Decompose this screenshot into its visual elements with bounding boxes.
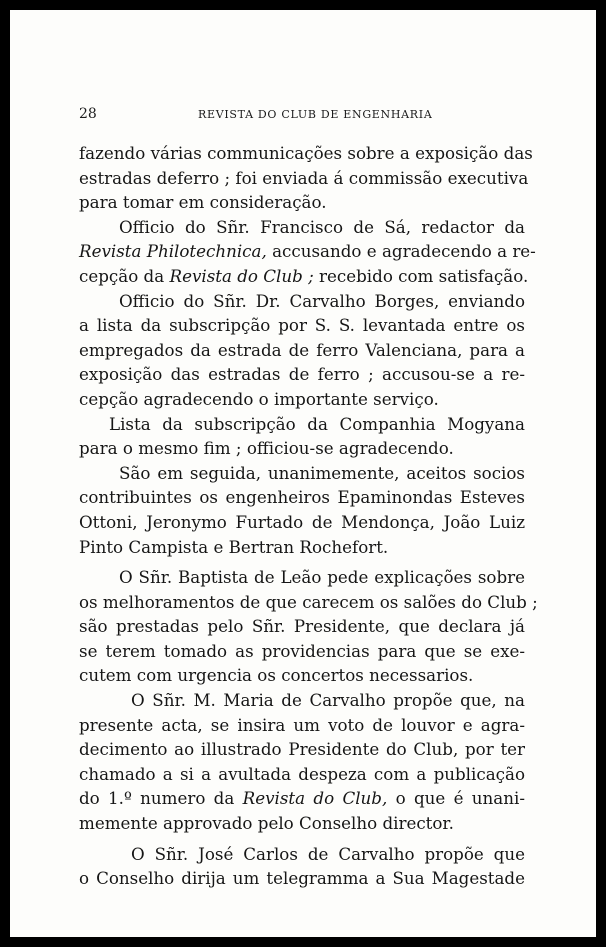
italic-title: Revista do Club, <box>242 788 388 809</box>
text-line: chamado a si a avultada despeza com a publicação <box>79 763 525 784</box>
body-text <box>79 141 538 891</box>
text-line: estradas deferro ; foi enviada á commissão executiva <box>79 167 529 188</box>
text-line: do 1.º numero da Revista do Club, o que é unani- <box>79 788 525 809</box>
text-line: são prestadas pelo Sñr. Presidente, que declara já <box>79 616 525 637</box>
text-line: cutem com urgencia os concertos necessarios. <box>79 665 474 686</box>
text-line: a lista da subscripção por S. S. levantada entre os <box>79 315 525 336</box>
text-line: se terem tomado as providencias para que se exe- <box>79 640 525 661</box>
paragraph-first-line: Officio do Sñr. Dr. Carvalho Borges, enviando <box>119 290 525 311</box>
text-line: Revista Philotechnica, accusando e agradecendo a re- <box>79 241 536 262</box>
page-number: 28 <box>79 106 97 122</box>
paragraph-first-line: O Sñr. M. Maria de Carvalho propõe que, na <box>131 690 525 711</box>
running-title: REVISTA DO CLUB DE ENGENHARIA <box>198 108 433 121</box>
text-line: para tomar em consideração. <box>79 192 327 213</box>
text-line: contribuintes os engenheiros Epaminondas Esteves <box>79 487 525 508</box>
paragraph-first-line: São em seguida, unanimemente, aceitos socios <box>119 462 525 483</box>
text-line: Ottoni, Jeronymo Furtado de Mendonça, João Luiz <box>79 511 525 532</box>
text-line: empregados da estrada de ferro Valenciana, para a <box>79 339 525 360</box>
italic-title: Revista Philotechnica, <box>79 241 267 262</box>
text-line: o Conselho dirija um telegramma a Sua Magestade <box>79 868 525 889</box>
text-line: memente approvado pelo Conselho director. <box>79 813 454 834</box>
italic-title: Revista do Club ; <box>169 265 314 286</box>
text-line: Pinto Campista e Bertran Rochefort. <box>79 536 389 557</box>
page-header <box>79 106 525 122</box>
text-line: decimento ao illustrado Presidente do Club, por ter <box>79 739 525 760</box>
text-line: cepção agradecendo o importante serviço. <box>79 388 439 409</box>
text-line: para o mesmo fim ; officiou-se agradecendo. <box>79 438 454 459</box>
paragraph-first-line: Lista da subscripção da Companhia Mogyana <box>109 413 525 434</box>
text-line: os melhoramentos de que carecem os salões do Club ; <box>79 591 538 612</box>
text-line: presente acta, se insira um voto de louvor e agra- <box>79 714 525 735</box>
paragraph-first-line: O Sñr. José Carlos de Carvalho propõe que <box>131 843 525 864</box>
text-line: exposição das estradas de ferro ; accusou-se a re- <box>79 364 525 385</box>
text-line: fazendo várias communicações sobre a exposição das <box>79 143 533 163</box>
paragraph-first-line: Officio do Sñr. Francisco de Sá, redactor da <box>119 216 525 237</box>
text-line: cepção da Revista do Club ; recebido com satisfação. <box>79 265 529 286</box>
paragraph-first-line: O Sñr. Baptista de Leão pede explicações sobre <box>119 567 525 588</box>
